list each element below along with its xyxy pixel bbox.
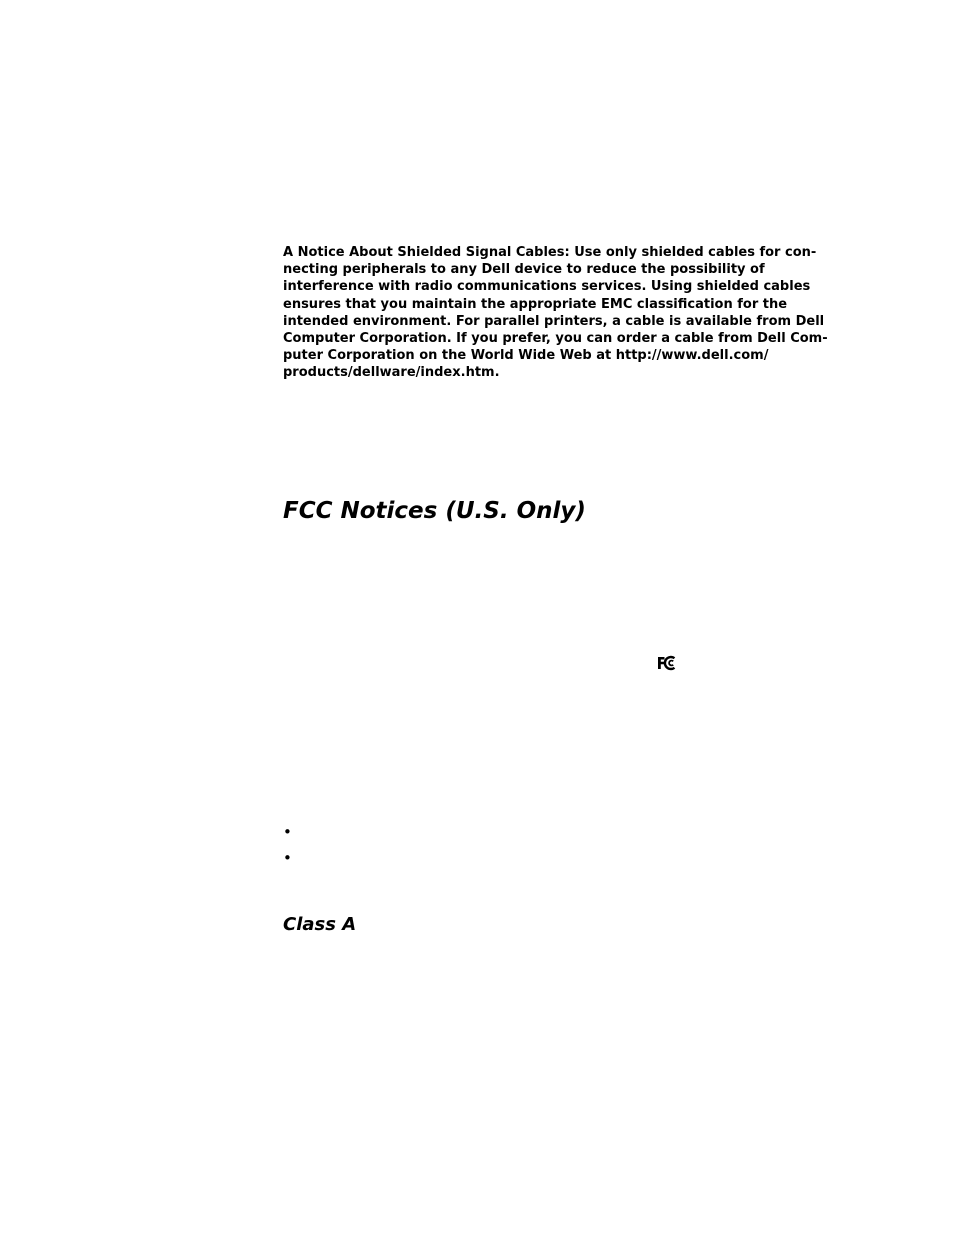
notice-line: A Notice About Shielded Signal Cables: Use only shielded cables for con- [283,245,817,260]
class-a-heading: Class A [283,914,357,935]
notice-line: puter Corporation on the World Wide Web at http://www.dell.com/ [283,348,769,364]
fcc-logo-icon [657,655,679,671]
shielded-cables-notice [283,244,828,382]
notice-line: products/dellware/index.htm. [283,365,500,381]
notice-line: necting peripherals to any Dell device to reduce the possibility of [283,262,765,278]
bullet-point: • [283,823,292,841]
notice-line: interference with radio communications services. Using shielded cables [283,279,811,295]
notice-line: intended environment. For parallel printers, a cable is available from Dell [283,313,825,329]
fcc-notices-heading: FCC Notices (U.S. Only) [283,498,586,524]
bullet-point: • [283,849,292,867]
notice-line: ensures that you maintain the appropriate EMC classification for the [283,296,788,312]
notice-line: Computer Corporation. If you prefer, you can order a cable from Dell Com- [283,331,828,347]
